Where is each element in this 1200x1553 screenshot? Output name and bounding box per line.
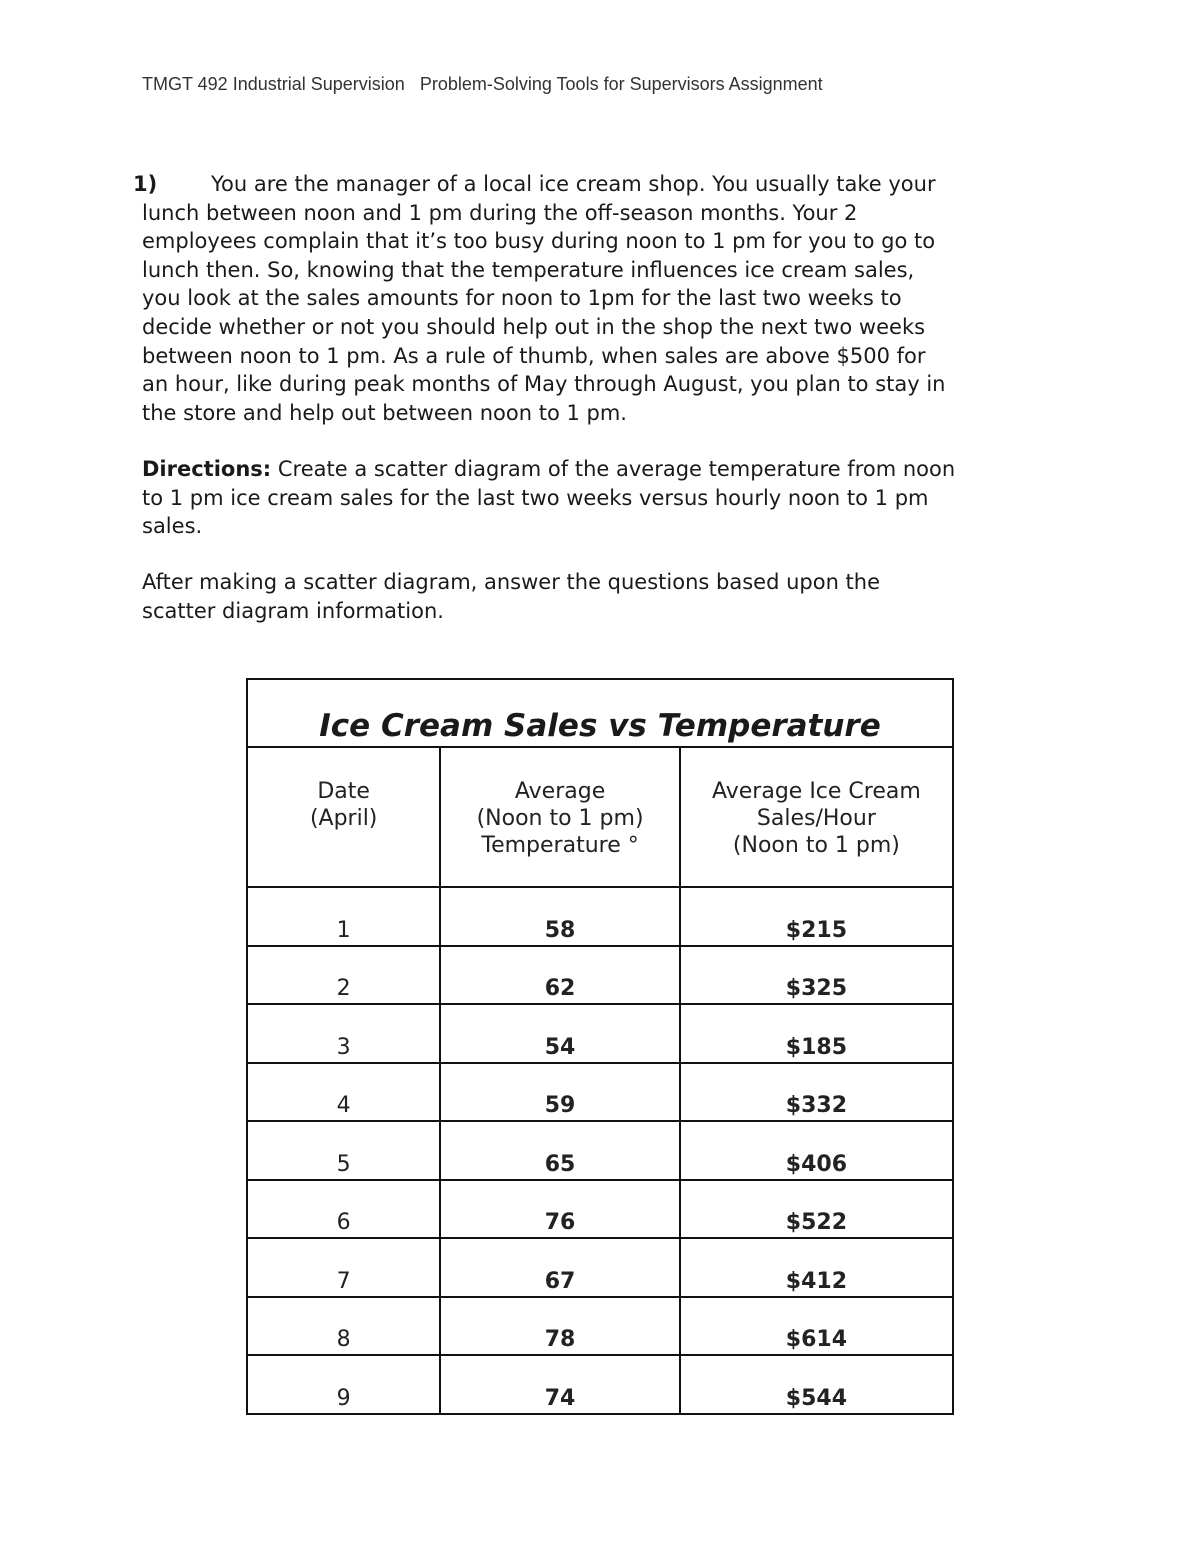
sales-cell: $332 xyxy=(680,1063,953,1122)
problem-line: lunch then. So, knowing that the temperature influences ice cream sales, xyxy=(142,257,915,282)
date-cell: 9 xyxy=(247,1355,440,1414)
table-row xyxy=(247,946,953,1005)
table-row xyxy=(247,1121,953,1180)
table-row xyxy=(247,887,953,946)
problem-line: lunch between noon and 1 pm during the off-season months. Your 2 xyxy=(142,200,858,225)
date-cell: 6 xyxy=(247,1180,440,1239)
directions xyxy=(142,455,1072,541)
date-cell: 4 xyxy=(247,1063,440,1122)
temperature-cell: 67 xyxy=(440,1238,679,1297)
sales-cell: $185 xyxy=(680,1004,953,1063)
temperature-cell: 59 xyxy=(440,1063,679,1122)
table-row xyxy=(247,1004,953,1063)
sales-cell: $412 xyxy=(680,1238,953,1297)
sales-cell: $544 xyxy=(680,1355,953,1414)
sales-table xyxy=(246,678,954,1415)
date-cell: 5 xyxy=(247,1121,440,1180)
sales-cell: $215 xyxy=(680,887,953,946)
date-cell: 3 xyxy=(247,1004,440,1063)
temperature-cell: 76 xyxy=(440,1180,679,1239)
directions-text: to 1 pm ice cream sales for the last two weeks versus hourly noon to 1 pm xyxy=(142,485,929,510)
directions-text: Create a scatter diagram of the average temperature from noon xyxy=(271,457,956,481)
column-header-sales: Average Ice Cream Sales/Hour (Noon to 1 pm) xyxy=(680,747,953,887)
page-header xyxy=(142,74,823,95)
temperature-cell: 65 xyxy=(440,1121,679,1180)
date-cell: 7 xyxy=(247,1238,440,1297)
problem-line: the store and help out between noon to 1 pm. xyxy=(142,400,627,425)
sales-cell: $325 xyxy=(680,946,953,1005)
sales-cell: $614 xyxy=(680,1297,953,1356)
problem-line: you look at the sales amounts for noon to 1pm for the last two weeks to xyxy=(142,286,902,311)
temperature-cell: 74 xyxy=(440,1355,679,1414)
temperature-cell: 62 xyxy=(440,946,679,1005)
problem-line: employees complain that it’s too busy during noon to 1 pm for you to go to xyxy=(142,229,936,254)
table-row xyxy=(247,1297,953,1356)
course-title: TMGT 492 Industrial Supervision xyxy=(142,74,405,94)
date-cell: 8 xyxy=(247,1297,440,1356)
after-text: scatter diagram information. xyxy=(142,598,444,623)
table-title: Ice Cream Sales vs Temperature xyxy=(247,679,953,747)
after-instructions xyxy=(142,568,1072,625)
column-header-temperature: Average (Noon to 1 pm) Temperature ° xyxy=(440,747,679,887)
temperature-cell: 54 xyxy=(440,1004,679,1063)
table-row xyxy=(247,1355,953,1414)
date-cell: 1 xyxy=(247,887,440,946)
after-text: After making a scatter diagram, answer the questions based upon the xyxy=(142,570,881,594)
sales-cell: $522 xyxy=(680,1180,953,1239)
table-row xyxy=(247,1238,953,1297)
problem-line: You are the manager of a local ice cream shop. You usually take your xyxy=(211,172,936,196)
problem-statement xyxy=(133,170,1063,427)
problem-line: decide whether or not you should help out in the shop the next two weeks xyxy=(142,314,926,339)
directions-label: Directions: xyxy=(142,457,272,481)
problem-line: an hour, like during peak months of May through August, you plan to stay in xyxy=(142,372,946,397)
sales-cell: $406 xyxy=(680,1121,953,1180)
directions-text: sales. xyxy=(142,514,203,539)
table-row xyxy=(247,1180,953,1239)
temperature-cell: 78 xyxy=(440,1297,679,1356)
column-header-date: Date (April) xyxy=(247,747,440,887)
problem-number: 1) xyxy=(133,172,158,196)
assignment-title: Problem-Solving Tools for Supervisors Assignment xyxy=(419,74,823,94)
temperature-cell: 58 xyxy=(440,887,679,946)
date-cell: 2 xyxy=(247,946,440,1005)
table-row xyxy=(247,1063,953,1122)
problem-line: between noon to 1 pm. As a rule of thumb, when sales are above $500 for xyxy=(142,343,926,368)
